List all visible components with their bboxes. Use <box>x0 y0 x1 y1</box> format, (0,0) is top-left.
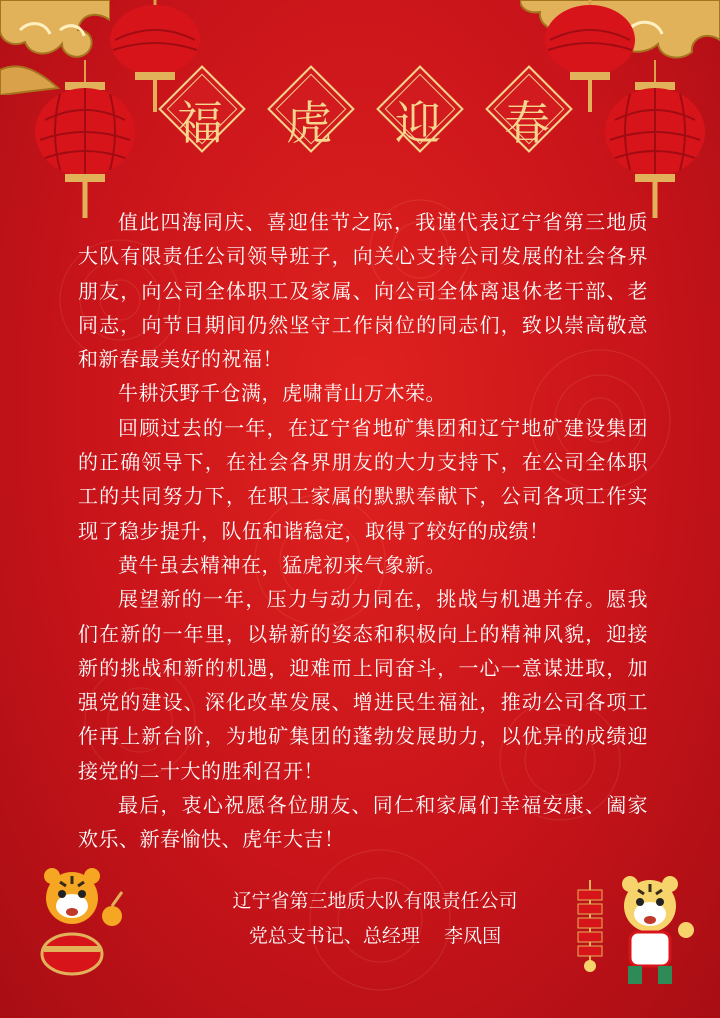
paragraph: 回顾过去的一年，在辽宁省地矿集团和辽宁地矿建设集团的正确领导下，在社会各界朋友的大力支持下，在公司全体职工的共同努力下，在职工家属的默默奉献下，公司各项工作实现了稳步提升，队伍和谐稳定，取得了较好的成绩！ <box>78 415 648 543</box>
tiger-icon <box>600 870 700 990</box>
title-char-chun: 春 <box>504 96 550 150</box>
title-banner <box>158 72 568 172</box>
tiger-icon <box>22 862 132 982</box>
letter-body <box>78 205 648 857</box>
lantern-icon <box>30 60 140 220</box>
signature-person: 党总支书记、总经理 李凤国 <box>248 925 502 947</box>
title-char-hu: 虎 <box>286 96 332 150</box>
paragraph: 黄牛虽去精神在，猛虎初来气象新。 <box>118 552 446 577</box>
lantern-icon <box>600 60 710 220</box>
title-char-ying: 迎 <box>395 96 441 150</box>
paragraph: 牛耕沃野千仓满，虎啸青山万木荣。 <box>118 381 446 406</box>
paragraph: 值此四海同庆、喜迎佳节之际，我谨代表辽宁省第三地质大队有限责任公司领导班子，向关心支持公司发展的社会各界朋友，向公司全体职工及家属、向公司全体离退休老干部、老同志，向节日期间仍然坚守工作岗位的同志们，致以崇高敬意和新春最美好的祝福！ <box>78 210 648 372</box>
firecracker-icon <box>570 880 610 975</box>
signature-block <box>200 884 550 954</box>
signature-org: 辽宁省第三地质大队有限责任公司 <box>232 890 518 912</box>
title-char-fu: 福 <box>177 96 223 150</box>
paragraph: 最后，衷心祝愿各位朋友、同仁和家属们幸福安康、阖家欢乐、新春愉快、虎年大吉！ <box>78 793 648 852</box>
paragraph: 展望新的一年，压力与动力同在，挑战与机遇并存。愿我们在新的一年里，以崭新的姿态和积极向上的精神风貌，迎接新的挑战和新的机遇，迎难而上同奋斗，一心一意谋进取，加强党的建设、深化改革发展、增进民生福祉，推动公司各项工作再上新台阶，为地矿集团的蓬勃发展助力，以优异的成绩迎接党的二十大的胜利召开！ <box>78 587 648 783</box>
